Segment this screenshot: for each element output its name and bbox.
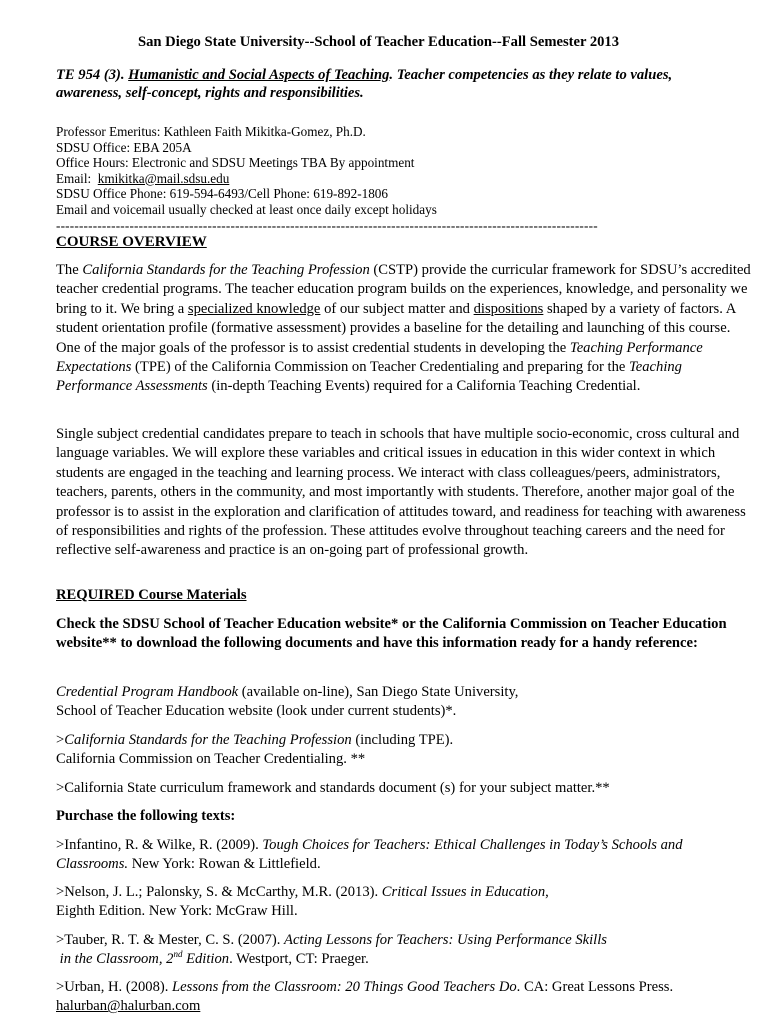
infantino-publisher: New York: Rowan & Littlefield.: [128, 856, 321, 873]
tauber-publisher: . Westport, CT: Praeger.: [229, 951, 369, 968]
professor-line: Professor Emeritus: Kathleen Faith Mikitka-Gomez, Ph.D.: [56, 124, 366, 139]
document-header: San Diego State University--School of Teacher Education--Fall Semester 2013: [138, 34, 620, 50]
p1-text-g: shaped by a variety of factors. A student orientation profile (formative assessment) provides a baseline for the detailing and launching of this course. One of the major goals of the professor is to assist credential students in developing the: [56, 300, 736, 356]
urban-publisher: . CA: Great Lessons Press.: [516, 979, 674, 995]
contact-info: [56, 124, 437, 218]
course-title-block: [56, 67, 716, 102]
tauber-title: Acting Lessons for Teachers: Using Performance Skills: [284, 932, 607, 948]
overview-paragraph-1: [56, 261, 754, 397]
p1-text-e: of our subject matter and: [320, 300, 474, 317]
course-code: TE 954 (3).: [56, 67, 129, 83]
text-infantino: [56, 836, 754, 875]
reference-curriculum-framework: >California State curriculum framework and standards document (s) for your subject matter.**: [56, 780, 610, 796]
phone-line: SDSU Office Phone: 619-594-6493/Cell Phone: 619-892-1806: [56, 186, 388, 202]
urban-title: Lessons from the Classroom: 20 Things Good Teachers Do: [172, 979, 517, 995]
handbook-details: (available on-line), San Diego State University,: [238, 684, 519, 700]
p1-text-j: (TPE) of the California Commission on Teacher Credentialing and preparing for the: [131, 359, 629, 376]
contact-note: Email and voicemail usually checked at least once daily except holidays: [56, 201, 437, 217]
email-line: [56, 171, 437, 187]
required-materials-heading: REQUIRED Course Materials: [56, 587, 247, 603]
cstp-source: California Commission on Teacher Credentialing. **: [56, 751, 366, 768]
p1-text-l: (in-depth Teaching Events) required for a California Teaching Credential.: [207, 378, 641, 395]
reference-cstp: [56, 731, 754, 770]
email-link[interactable]: kmikitka@mail.sdsu.edu: [97, 170, 230, 186]
p1-dispositions: dispositions: [473, 300, 544, 317]
materials-instructions: Check the SDSU School of Teacher Education website* or the California Commission on Teacher Education website** to download the following documents and have this information ready for a handy reference:: [56, 616, 727, 652]
reference-credential-handbook: [56, 683, 754, 722]
p1-text-c: (CSTP) provide the curricular framework for SDSU’s accredited teacher credential programs. The teacher education program builds on the experiences, knowledge, and personality we bring to it. We bring a: [56, 262, 751, 317]
infantino-title: Tough Choices for Teachers: Ethical Challenges in Today’s Schools and Classrooms.: [56, 837, 683, 873]
p1-tpe-title: Teaching Performance Expectations: [56, 339, 703, 376]
nelson-authors: >Nelson, J. L.; Palonsky, S. & McCarthy, M.R. (2013).: [56, 884, 382, 900]
purchase-heading: Purchase the following texts:: [56, 808, 236, 824]
handbook-source: School of Teacher Education website (look under current students)*.: [56, 703, 457, 720]
handbook-title: Credential Program Handbook: [56, 684, 239, 700]
cstp-title: California Standards for the Teaching Profession: [64, 732, 352, 748]
office-line: SDSU Office: EBA 205A: [56, 139, 192, 155]
text-tauber: [56, 931, 754, 970]
course-overview-heading: COURSE OVERVIEW: [56, 234, 207, 250]
cstp-prefix: >: [56, 732, 65, 748]
tauber-sup: nd: [173, 949, 183, 960]
course-description: . Teacher competencies as they relate to values, awareness, self-concept, rights and responsibilities.: [56, 67, 673, 101]
infantino-authors: >Infantino, R. & Wilke, R. (2009).: [56, 837, 263, 853]
nelson-comma: ,: [545, 884, 549, 900]
p1-specialized-knowledge: specialized knowledge: [187, 300, 321, 317]
nelson-publisher: Eighth Edition. New York: McGraw Hill.: [56, 903, 298, 920]
p1-cstp-title: California Standards for the Teaching Profession: [82, 262, 370, 278]
cstp-details: (including TPE).: [351, 732, 454, 748]
email-label: Email:: [56, 170, 98, 186]
urban-email-link[interactable]: halurban@halurban.com: [56, 998, 201, 1015]
p1-text-a: The: [56, 262, 83, 278]
urban-authors: >Urban, H. (2008).: [56, 979, 173, 995]
overview-paragraph-2: Single subject credential candidates prepare to teach in schools that have multiple socio-economic, cross cultural and language variables. We will explore these variables and critical issues in education in this wider context in which students are engaged in the teaching and learning process. We interact with class colleagues/peers, administrators, teachers, parents, others in the community, and most importantly with students. Therefore, another major goal of the professor is to assist in the exploration and clarification of attitudes toward, and readiness for teaching with awareness of responsibilities and rights of the profession. These attitudes evolve throughout teaching careers and the need for reflective self-awareness and practice is an on-going part of professional growth.: [56, 426, 746, 559]
divider-line: ----------------------------------------------------------------------------------------------------------------------: [56, 218, 598, 233]
p1-tpa-title: Teaching Performance Assessments: [56, 359, 682, 395]
tauber-title-cont: in the Classroom, 2: [56, 951, 174, 968]
tauber-edition: Edition: [182, 951, 230, 968]
office-hours-line: Office Hours: Electronic and SDSU Meetings TBA By appointment: [56, 155, 415, 171]
tauber-authors: >Tauber, R. T. & Mester, C. S. (2007).: [56, 932, 285, 948]
text-nelson: [56, 883, 754, 922]
course-title: Humanistic and Social Aspects of Teaching: [128, 67, 390, 83]
text-urban: [56, 978, 754, 1017]
nelson-title: Critical Issues in Education: [381, 884, 546, 900]
